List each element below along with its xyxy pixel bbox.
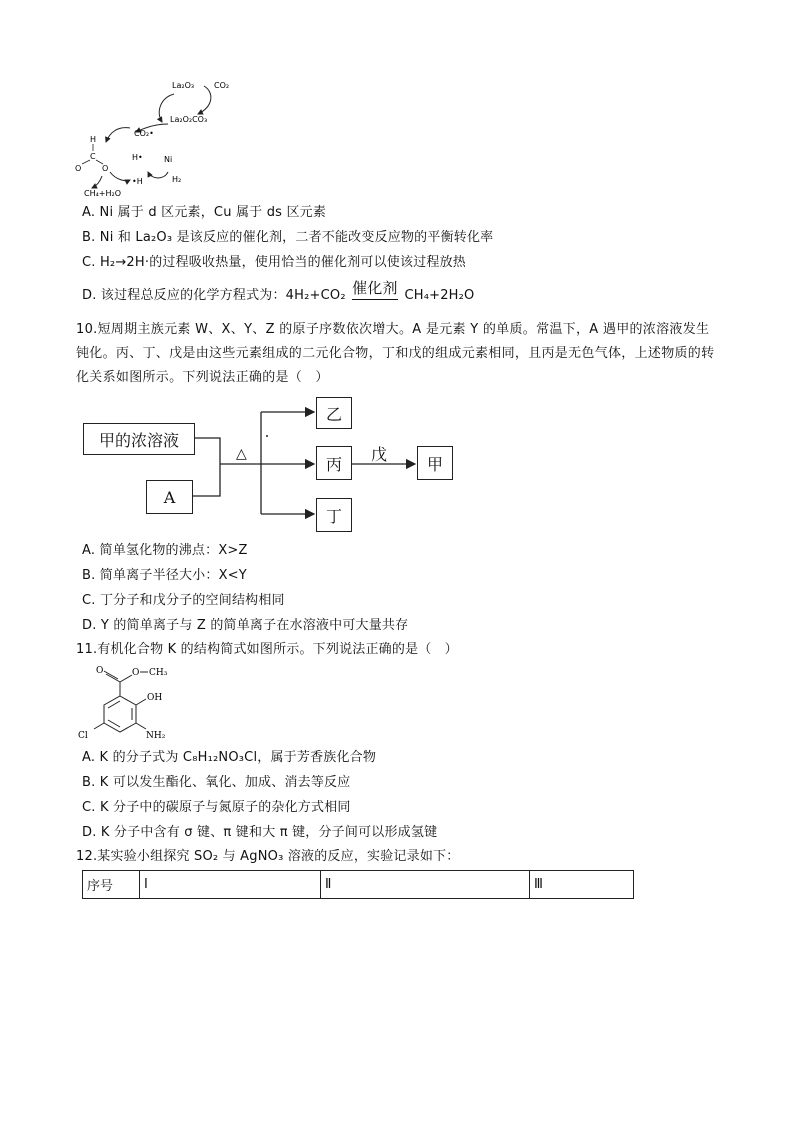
ester-o-bond: [120, 675, 132, 682]
amino-label: NH₂: [146, 731, 166, 741]
la2o3-label: La₂O₃: [172, 81, 195, 90]
table-header-cell: Ⅰ: [140, 871, 321, 899]
q11-stem: 11.有机化合物 K 的结构简式如图所示。下列说法正确的是（ ）: [76, 642, 458, 657]
q9-option-a: A. Ni 属于 d 区元素，Cu 属于 ds 区元素: [82, 205, 327, 220]
c-o-bond-left: [82, 160, 90, 164]
h2-dissociation-arrow: [148, 172, 168, 178]
h-atom-label: H: [90, 135, 97, 144]
q9-option-b: B. Ni 和 La₂O₃ 是该反应的催化剂，二者不能改变反应物的平衡转化率: [82, 230, 494, 245]
experiment-record-table: [82, 870, 634, 899]
ring-cl-bond: [94, 723, 104, 729]
flow-wu-label: 戊: [371, 445, 388, 464]
catalyst-over-arrow: [350, 279, 400, 303]
flow-a-label: A: [163, 487, 176, 507]
h-radical-label-2: •H: [132, 177, 143, 186]
q10-option-a: A. 简单氢化物的沸点：X>Z: [82, 543, 248, 558]
q11-option-b: B. K 可以发生酯化、氧化、加成、消去等反应: [82, 775, 351, 790]
carbonyl-o-label: O: [96, 666, 104, 676]
co2-radical-label: CO₂•: [134, 129, 154, 138]
h-radical-label-1: H•: [132, 153, 143, 162]
chlorine-label: Cl: [78, 731, 88, 741]
q10-flow-diagram: [80, 394, 480, 534]
stray-dot: [266, 435, 268, 437]
product-arrow: [92, 176, 102, 188]
flow-jia-solution-label: 甲的浓溶液: [98, 430, 179, 450]
hydroxyl-label: OH: [147, 693, 163, 703]
table-header-cell: Ⅲ: [530, 871, 634, 899]
q9-option-c: C. H₂→2H·的过程吸收热量，使用恰当的催化剂可以使该过程放热: [82, 255, 467, 270]
table-header-cell: Ⅱ: [321, 871, 530, 899]
co2-to-formate-arrow: [106, 128, 130, 142]
flow-ding-label: 丁: [325, 506, 342, 526]
oxygen-left-label: O: [75, 164, 82, 173]
ester-o-label: O: [132, 668, 140, 678]
flow-yi-label: 乙: [325, 404, 342, 424]
q9-option-d-equation: D. 该过程总反应的化学方程式为：4H₂+CO₂: [82, 288, 346, 303]
ester-carbonyl-bond: [106, 674, 120, 682]
molecule-k-structure: [74, 664, 184, 746]
connector-from-jia-solution: [193, 438, 220, 496]
carbon-label: C: [90, 152, 96, 161]
co2-label: CO₂: [214, 81, 230, 90]
formate-to-product-arrow: [110, 172, 130, 181]
h2-label: H₂: [172, 175, 182, 184]
q10-option-b: B. 简单离子半径大小：X<Y: [82, 568, 247, 583]
table-header-row: [83, 871, 634, 899]
heat-symbol: △: [236, 446, 247, 462]
ring-nh2-bond: [136, 723, 146, 729]
flow-jia-label: 甲: [426, 454, 443, 474]
co2-absorb-arrow: [198, 86, 211, 114]
q9-option-d: [82, 279, 475, 305]
oxygen-right-label: O: [102, 164, 109, 173]
table-header-cell: 序号: [83, 871, 140, 899]
nickel-label: Ni: [164, 155, 173, 164]
flow-connectors: [80, 394, 480, 534]
q11-option-d: D. K 分子中含有 σ 键、π 键和大 π 键，分子间可以形成氢键: [82, 825, 438, 840]
catalyst-label: 催化剂: [352, 279, 398, 297]
q11-option-a: A. K 的分子式为 C₈H₁₂NO₃Cl，属于芳香族化合物: [82, 750, 377, 765]
ring-oh-bond: [136, 699, 146, 705]
reaction-arrow-line: [352, 299, 398, 300]
q10-option-c: C. 丁分子和戊分子的空间结构相同: [82, 593, 285, 608]
catalytic-cycle-diagram: [72, 76, 242, 200]
ester-carbonyl-bond-2: [104, 671, 118, 679]
q10-option-d: D. Y 的简单离子与 Z 的简单离子在水溶液中可大量共存: [82, 618, 409, 633]
q11-option-c: C. K 分子中的碳原子与氮原子的杂化方式相同: [82, 800, 351, 815]
q10-stem: 10.短周期主族元素 W、X、Y、Z 的原子序数依次增大。A 是元素 Y 的单质。常温下，A 遇甲的浓溶液发生钝化。丙、丁、戊是由这些元素组成的二元化合物，丁和戊的组成元素相同，且丙是无色气体，上述物质的转化关系如图所示。下列说法正确的是（ ）: [76, 322, 715, 385]
q9-option-d-products: CH₄+2H₂O: [404, 288, 475, 303]
q12-stem: 12.某实验小组探究 SO₂ 与 AgNO₃ 溶液的反应，实验记录如下：: [76, 849, 460, 864]
products-label: CH₄+H₂O: [84, 189, 122, 198]
flow-bing-label: 丙: [325, 454, 342, 474]
methyl-label: CH₃: [149, 668, 168, 678]
la2o2co3-label: La₂O₂CO₃: [170, 115, 208, 124]
